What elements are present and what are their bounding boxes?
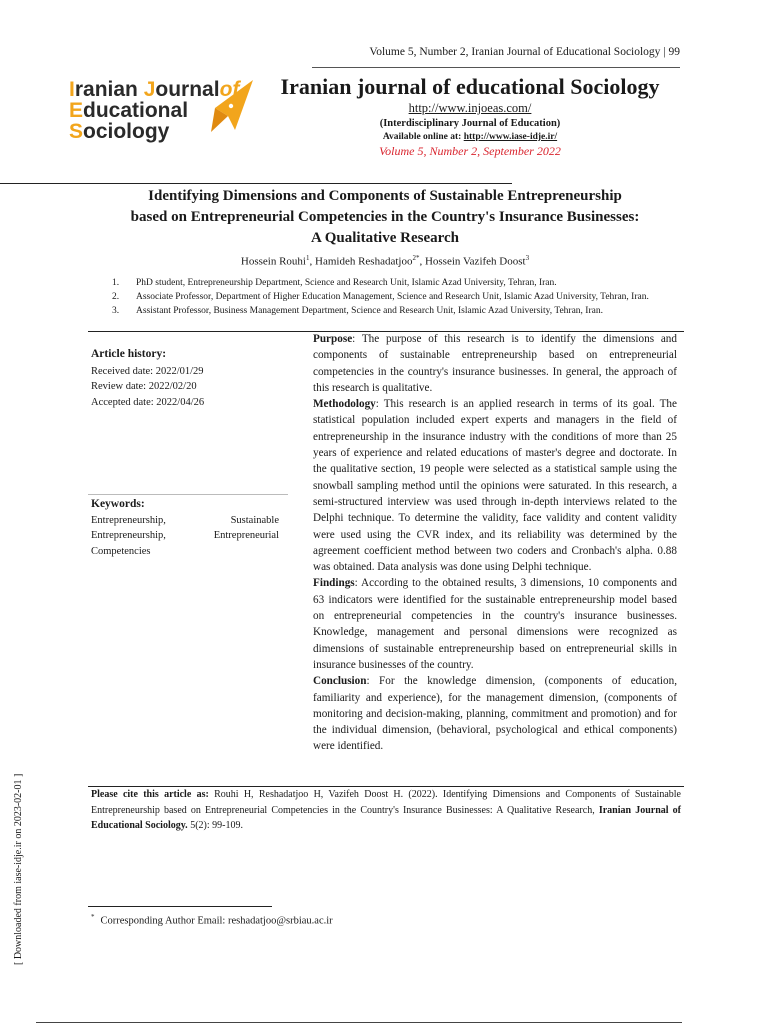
journal-logo bbox=[65, 72, 265, 152]
logo-word-ournal: ournal bbox=[155, 78, 220, 101]
article-title bbox=[85, 186, 685, 249]
keywords-heading: Keywords: bbox=[91, 498, 145, 510]
affiliation-number: 3. bbox=[112, 306, 120, 316]
affiliation-item bbox=[110, 276, 685, 290]
abstract-conclusion-label: Conclusion bbox=[313, 675, 367, 688]
review-date: Review date: 2022/02/20 bbox=[91, 381, 197, 392]
author-affil-mark: 1 bbox=[306, 254, 310, 262]
citation bbox=[91, 787, 681, 834]
header-rule bbox=[312, 67, 680, 68]
logo-word-of: of bbox=[219, 78, 240, 101]
journal-logo-graphic bbox=[65, 72, 265, 152]
citation-text: Rouhi H, Reshadatjoo H, Vazifeh Doost H. (2022). Identifying Dimensions and Components of Sustainable Entrepreneurship based on Entrepreneurial Competencies in the Country's Insurance Businesses: A Qualitative Research, bbox=[91, 789, 681, 816]
abstract-conclusion bbox=[313, 673, 677, 754]
keywords-rule bbox=[88, 494, 288, 495]
author-name: Hamideh Reshadatjoo bbox=[315, 255, 413, 268]
logo-letter-e: E bbox=[69, 99, 84, 122]
affiliation-number: 1. bbox=[112, 278, 120, 288]
abstract-findings bbox=[313, 575, 677, 673]
keyword-part: Entrepreneurial bbox=[213, 530, 279, 541]
article-history bbox=[91, 347, 291, 410]
author-name: Hossein Vazifeh Doost bbox=[424, 255, 526, 268]
running-header: Volume 5, Number 2, Iranian Journal of Educational Sociology | 99 bbox=[369, 46, 680, 58]
accepted-date: Accepted date: 2022/04/26 bbox=[91, 396, 205, 408]
keywords-line bbox=[91, 513, 279, 529]
article-title-line: based on Entrepreneurial Competencies in the Country's Insurance Businesses: bbox=[130, 209, 640, 225]
bottom-rule bbox=[36, 1022, 682, 1023]
citation-journal: Iranian Journal of Educational Sociology. bbox=[91, 804, 682, 831]
footnote-mark: * bbox=[91, 913, 95, 921]
journal-url-link[interactable]: http://www.injoeas.com/ bbox=[408, 101, 532, 115]
abstract-purpose-text: : The purpose of this research is to identify the dimensions and components of sustainable entrepreneurship based on entrepreneurial competencies in the country's insurance businesses. In general, the approach of this research is qualitative. bbox=[313, 333, 677, 394]
affiliation-text: PhD student, Entrepreneurship Department, Science and Research Unit, Islamic Azad University, Tehran, Iran. bbox=[136, 278, 557, 288]
available-online-link[interactable]: http://www.iase-idje.ir/ bbox=[463, 132, 558, 142]
download-stamp: [ Downloaded from iase-idje.ir on 2023-02-01 ] bbox=[13, 773, 24, 965]
logo-word-ranian: ranian bbox=[74, 78, 144, 101]
journal-title: Iranian journal of educational Sociology bbox=[280, 74, 660, 99]
abstract-purpose-label: Purpose bbox=[313, 333, 353, 345]
abstract-purpose bbox=[313, 331, 677, 396]
svg-text:Iranian Journalof bbox=[69, 78, 241, 101]
author-affil-mark: 2* bbox=[412, 254, 420, 262]
abstract-findings-text: : According to the obtained results, 3 dimensions, 10 components and 63 indicators were identified for the sustainable entrepreneurship model based on entrepreneurial competencies in the country's insurance businesses. Knowledge, management and personal dimensions were recognized as dimensions of sustainable entrepreneurship based on entrepreneurial skills in insurance businesses of the country. bbox=[313, 577, 677, 671]
logo-word-ociology: ociology bbox=[83, 120, 170, 143]
abstract-methodology-text: : This research is an applied research in terms of its goal. The statistical population included expert experts and managers in the field of entrepreneurship in the insurance industry with the conditions of more than 25 years of experience and related educations of master's degree and doctorate. In the qualitative section, 19 people were selected as a statistical sample using the snowball sampling method until the opinions were saturated. In this research, a semi-structured interview was used through in-depth interviews related to the Delphi technique. To determine the validity, face validity and content validity were used using the CVR index, and its reliability was determined by the agreement coefficient method between two coders and Cronbach's alpha. 0.88 was obtained. Data analysis was done using Delphi technique. bbox=[313, 398, 677, 574]
abstract bbox=[313, 331, 677, 755]
author-separator: , bbox=[419, 255, 425, 268]
footnote-text: Corresponding Author Email: reshadatjoo@srbiau.ac.ir bbox=[100, 915, 333, 927]
journal-volume: Volume 5, Number 2, September 2022 bbox=[379, 144, 561, 158]
abstract-methodology bbox=[313, 396, 677, 575]
keyword-part: Competencies bbox=[91, 545, 151, 557]
citation-label: Please cite this article as: bbox=[91, 789, 209, 800]
corresponding-author-footnote bbox=[91, 913, 591, 927]
keyword-part: Sustainable bbox=[230, 514, 279, 526]
affiliation-list bbox=[110, 276, 685, 318]
available-online-label: Available online at: bbox=[382, 132, 464, 142]
affiliation-text: Assistant Professor, Business Management Department, Science and Research Unit, Islamic Azad University, Tehran, Iran. bbox=[136, 306, 603, 316]
author-list bbox=[85, 254, 685, 268]
available-online bbox=[270, 132, 670, 142]
abstract-conclusion-text: : For the knowledge dimension, (components of education, familiarity and experience), for the management dimension, (components of monitoring and decision-making, planning, commitment and promotion) and for the individual dimension, (behavioral, psychological and ethical components) were identified. bbox=[313, 675, 677, 753]
keyword-part: Entrepreneurship, bbox=[91, 514, 166, 526]
author-separator: , bbox=[309, 255, 315, 268]
author-affil-mark: 3 bbox=[525, 254, 530, 262]
title-rule bbox=[0, 183, 512, 184]
affiliation-text: Associate Professor, Department of Higher Education Management, Science and Research Unit, Islamic Azad University, Tehran, Iran. bbox=[136, 292, 649, 302]
logo-letter-s: S bbox=[69, 120, 84, 143]
article-history-heading: Article history: bbox=[91, 348, 167, 360]
affiliation-item bbox=[110, 304, 685, 318]
abstract-findings-label: Findings bbox=[313, 577, 355, 590]
citation-tail: 5(2): 99-109. bbox=[187, 820, 243, 831]
svg-text:Educational bbox=[69, 99, 188, 122]
pen-nib-hole bbox=[229, 104, 233, 108]
article-title-line: A Qualitative Research bbox=[310, 230, 460, 246]
logo-letter-i: I bbox=[69, 78, 75, 101]
footnote-rule bbox=[88, 906, 272, 907]
keyword-part: Entrepreneurship, bbox=[91, 530, 166, 541]
logo-word-ducational: ducational bbox=[83, 99, 189, 122]
author-name: Hossein Rouhi bbox=[240, 255, 306, 268]
abstract-methodology-label: Methodology bbox=[313, 398, 376, 411]
journal-subtitle: (Interdisciplinary Journal of Education) bbox=[379, 118, 561, 129]
affiliation-number: 2. bbox=[112, 292, 120, 302]
affiliation-item bbox=[110, 290, 685, 304]
article-title-line: Identifying Dimensions and Components of Sustainable Entrepreneurship bbox=[148, 188, 622, 204]
svg-text:Sociology bbox=[69, 120, 170, 143]
keywords-line bbox=[91, 528, 279, 544]
logo-letter-j: J bbox=[143, 78, 156, 101]
received-date: Received date: 2022/01/29 bbox=[91, 365, 204, 377]
keywords-block bbox=[91, 497, 279, 559]
